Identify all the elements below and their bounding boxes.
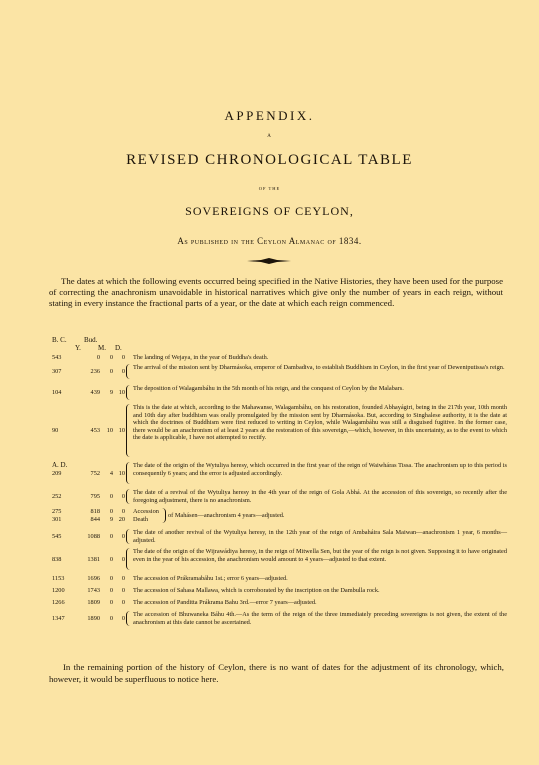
event-text: The accession of Bhuwaneka Báhu 4th.—As the term of the reign of the three immediately preceding sovereigns is not given, the extent of the anachronism at this date cannot be ascertained.: [133, 611, 507, 626]
brace-icon: [126, 364, 132, 379]
header-d: D.: [115, 344, 122, 352]
brace-icon: [160, 508, 166, 523]
brace-icon: [126, 529, 132, 544]
year-cell: 1890: [87, 615, 100, 622]
brace-icon: [126, 611, 132, 626]
event-text: The date of the origin of the Wijrawádiya heresy, in the reign of Mitwella Sen, but the year of the reign is not given. Supposing it to have originated even in the year of his accession, the anachronism would amount to 4 years—adjusted to that extent.: [133, 548, 507, 563]
date-cell: 209: [52, 470, 62, 477]
event-text: The accession of Panditta Prákrama Bahu 3rd.—error 7 years—adjusted.: [133, 599, 317, 606]
month-cell: 0: [109, 556, 113, 563]
header-ad: A. D.: [52, 461, 68, 469]
brace-icon: [126, 404, 132, 457]
ornament-rule-icon: [247, 257, 291, 265]
date-cell: 838: [52, 556, 62, 563]
event-text: The arrival of the mission sent by Dharmásoka, emperor of Dambadiva, to establish Buddhism in Ceylon, in the first year of Deweniputissa's reign.: [133, 364, 505, 371]
brace-icon: [126, 489, 132, 504]
of-the-label: OF THE: [258, 186, 281, 191]
month-cell: 0: [109, 368, 113, 375]
header-y: Y.: [75, 344, 81, 352]
appendix-heading: APPENDIX.: [224, 108, 315, 123]
date-cell: 545: [52, 533, 62, 540]
year-cell: 1088: [87, 533, 100, 540]
month-cell: 0: [109, 575, 113, 582]
a-label: A: [267, 134, 272, 139]
year-cell: 0: [96, 354, 100, 361]
day-cell: 0: [121, 533, 125, 540]
brace-icon: [126, 548, 132, 570]
date-cell: 1153: [52, 575, 65, 582]
year-cell: 818: [90, 508, 100, 515]
event-text: This is the date at which, according to the Mahawanse, Walagambáhu, on his restoration, founded Abhayágiri, being in the 217th year, 10th month and 10th day after buddhism was orally promulgated by the mission sent by Dharmásoka. But, according to Singhalese authority, it is the date at which the doctrines of Buddhism were first reduced to writing in Ceylon, while Walagambáhu was still a disguised fugitive. In the former case, there would be an anachronism of at least 2 years at the restoration of this sovereign,—which, however, in this uncertainty, as to the event to which the date is applicable, I have not attempted to rectify.: [133, 404, 507, 442]
event-text: Accession: [133, 508, 159, 515]
month-cell: 0: [109, 615, 113, 622]
event-text: The landing of Wejaya, in the year of Buddha's death.: [133, 354, 269, 361]
date-cell: 307: [52, 368, 62, 375]
month-cell: 0: [109, 493, 113, 500]
day-cell: 0: [121, 493, 125, 500]
published-line: As published in the Ceylon Almanac of 1834.: [177, 236, 362, 246]
day-cell: 10: [118, 389, 125, 396]
date-cell: 104: [52, 389, 62, 396]
day-cell: 10: [118, 427, 125, 434]
month-cell: 0: [109, 587, 113, 594]
day-cell: 0: [121, 368, 125, 375]
year-cell: 236: [90, 368, 100, 375]
day-cell: 20: [118, 516, 125, 523]
date-cell: 301: [52, 516, 62, 523]
month-cell: 9: [109, 389, 113, 396]
date-cell: 543: [52, 354, 62, 361]
event-text: The date of another revival of the Wytuliya heresy, in the 12th year of the reign of Ambaháira Sala Maiwan—anachronism 1 year, 6 months—adjusted.: [133, 529, 507, 544]
header-bc: B. C.: [52, 336, 67, 344]
month-cell: 9: [109, 516, 113, 523]
month-cell: 0: [109, 599, 113, 606]
day-cell: 0: [121, 615, 125, 622]
day-cell: 0: [121, 587, 125, 594]
event-text: The accession of Sahasa Mallawa, which is corroborated by the inscription on the Dambulla rock.: [133, 587, 380, 594]
date-cell: 90: [52, 427, 59, 434]
month-cell: 4: [109, 470, 113, 477]
year-cell: 795: [90, 493, 100, 500]
event-text: The date of the origin of the Wytuliya heresy, which occurred in the first year of the reign of Waiwháras Tissa. The anachronism up to this period is consequently 6 years; and the error is adjusted accordingly.: [133, 462, 507, 477]
date-cell: 1347: [52, 615, 65, 622]
event-text: The deposition of Walagambáhu in the 5th month of his reign, and the conquest of Ceylon by the Malabars.: [133, 385, 404, 392]
closing-paragraph: In the remaining portion of the history of Ceylon, there is no want of dates for the adjustment of its chronology, which, however, it would be superfluous to notice here.: [49, 662, 504, 684]
year-cell: 439: [90, 389, 100, 396]
day-cell: 0: [121, 508, 125, 515]
month-cell: 10: [106, 427, 113, 434]
month-cell: 0: [109, 354, 113, 361]
month-cell: 0: [109, 533, 113, 540]
year-cell: 453: [90, 427, 100, 434]
mahasen-note: of Mahásen—anachronism 4 years—adjusted.: [168, 512, 285, 519]
month-cell: 0: [109, 508, 113, 515]
day-cell: 10: [118, 470, 125, 477]
date-cell: 252: [52, 493, 62, 500]
header-bud: Bud.: [84, 336, 98, 344]
date-cell: 1200: [52, 587, 65, 594]
event-text: The accession of Prákramabáhu 1st.; error 6 years—adjusted.: [133, 575, 288, 582]
year-cell: 1696: [87, 575, 100, 582]
sovereigns-heading: SOVEREIGNS OF CEYLON,: [185, 204, 354, 218]
event-text: The date of a revival of the Wytuliya heresy in the 4th year of the reign of Gola Abhá. At the accession of this sovereign, so recently after the foregoing adjustment, there is no anachronism.: [133, 489, 507, 504]
brace-icon: [126, 385, 132, 400]
date-cell: 1266: [52, 599, 65, 606]
intro-paragraph: The dates at which the following events occurred being specified in the Native Histories, they have been used for the purpose of correcting the anachronism unavoidable in historical narratives which give only the number of years in each reign, without stating in every instance the fractional parts of a year, or the date at which each reign commenced.: [49, 276, 503, 309]
brace-icon: [126, 462, 132, 484]
year-cell: 752: [90, 470, 100, 477]
event-text: Death: [133, 516, 149, 523]
day-cell: 0: [121, 575, 125, 582]
year-cell: 1809: [87, 599, 100, 606]
year-cell: 1381: [87, 556, 100, 563]
year-cell: 844: [90, 516, 100, 523]
day-cell: 0: [121, 556, 125, 563]
date-cell: 275: [52, 508, 62, 515]
table-title: REVISED CHRONOLOGICAL TABLE: [126, 152, 413, 168]
day-cell: 0: [121, 599, 125, 606]
day-cell: 0: [121, 354, 125, 361]
year-cell: 1743: [87, 587, 100, 594]
header-m: M.: [98, 344, 106, 352]
